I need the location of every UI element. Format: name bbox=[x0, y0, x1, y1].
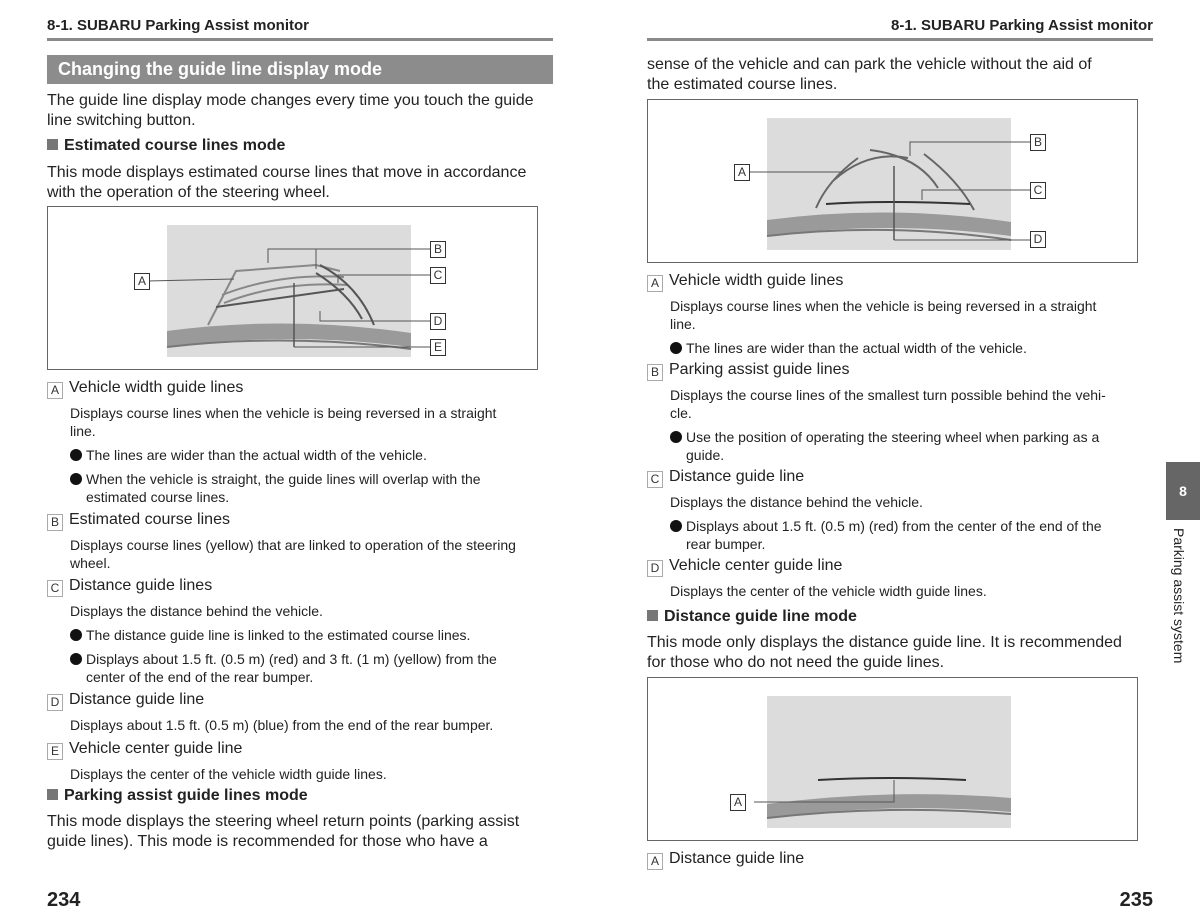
figure-label-a: A bbox=[134, 273, 150, 290]
left-page-number: 234 bbox=[47, 889, 81, 911]
square-bullet-icon bbox=[647, 610, 658, 621]
right-item-a-bullet-1: The lines are wider than the actual width of the vehicle. bbox=[670, 339, 1147, 357]
square-bullet-icon bbox=[47, 139, 58, 150]
item-a-bullet-2: When the vehicle is straight, the guide lines will overlap with the estimated course lines. bbox=[70, 470, 557, 506]
figure-label-e: E bbox=[430, 339, 446, 356]
left-header-rule bbox=[47, 38, 553, 41]
figure-label-b: B bbox=[1030, 134, 1046, 151]
intro-text: The guide line display mode changes every time you touch the guide line switching button. bbox=[47, 92, 534, 129]
figure-label-c: C bbox=[430, 267, 446, 284]
right-header-rule bbox=[647, 38, 1153, 41]
estimated-mode-description: This mode displays estimated course lines that move in accordance with the operation of the steering wheel. bbox=[47, 164, 527, 201]
chapter-tab: 8 bbox=[1166, 462, 1200, 520]
distance-guide-line-figure bbox=[647, 677, 1138, 841]
figure-label-d: D bbox=[430, 313, 446, 330]
section-title: Changing the guide line display mode bbox=[47, 55, 553, 84]
parking-assist-mode-description: This mode displays the steering wheel return points (parking assist guide lines). This mode is recommended for those who have a bbox=[47, 813, 520, 850]
left-page-header: 8-1. SUBARU Parking Assist monitor bbox=[47, 17, 309, 34]
item-b-description: Displays course lines (yellow) that are linked to operation of the steering wheel. bbox=[70, 537, 516, 571]
estimated-mode-heading: Estimated course lines mode bbox=[47, 136, 285, 156]
continued-text: sense of the vehicle and can park the vehicle without the aid of the estimated course lines. bbox=[647, 56, 1092, 93]
item-d-title: D Distance guide line bbox=[47, 690, 557, 711]
right-page-number: 235 bbox=[1119, 889, 1153, 911]
guide-line-diagram bbox=[48, 207, 539, 371]
distance-mode-description: This mode only displays the distance guide line. It is recommended for those who do not need the guide lines. bbox=[647, 634, 1122, 671]
figure-label-b: B bbox=[430, 241, 446, 258]
item-e-title: E Vehicle center guide line bbox=[47, 739, 557, 760]
item-a-title: A Vehicle width guide lines bbox=[47, 378, 557, 399]
right-item-b-bullet-1: Use the position of operating the steering wheel when parking as a guide. bbox=[670, 428, 1147, 464]
figure-label-d: D bbox=[1030, 231, 1046, 248]
right-item-a-title: A Vehicle width guide lines bbox=[647, 271, 1147, 292]
distance-guide-diagram bbox=[648, 678, 1139, 842]
figure-label-a: A bbox=[730, 794, 746, 811]
item-c-bullet-2: Displays about 1.5 ft. (0.5 m) (red) and 3 ft. (1 m) (yellow) from the center of the end of the rear bumper. bbox=[70, 650, 557, 686]
right-items-list bbox=[647, 271, 1147, 600]
item-c-description: Displays the distance behind the vehicle. bbox=[70, 603, 323, 619]
parking-guide-diagram bbox=[648, 100, 1139, 264]
right-fig3-item-title: A Distance guide line bbox=[647, 849, 804, 870]
square-bullet-icon bbox=[47, 789, 58, 800]
item-d-description: Displays about 1.5 ft. (0.5 m) (blue) from the end of the rear bumper. bbox=[70, 717, 494, 733]
figure-label-a: A bbox=[734, 164, 750, 181]
item-a-bullet-1: The lines are wider than the actual width of the vehicle. bbox=[70, 446, 557, 464]
item-e-description: Displays the center of the vehicle width guide lines. bbox=[70, 766, 387, 782]
figure-label-c: C bbox=[1030, 182, 1046, 199]
parking-assist-mode-heading: Parking assist guide lines mode bbox=[47, 786, 308, 806]
parking-assist-lines-figure bbox=[647, 99, 1138, 263]
item-a-description: Displays course lines when the vehicle is being reversed in a straight line. bbox=[70, 405, 497, 439]
item-c-title: C Distance guide lines bbox=[47, 576, 557, 597]
right-item-d-description: Displays the center of the vehicle width guide lines. bbox=[670, 583, 987, 599]
right-item-c-description: Displays the distance behind the vehicle. bbox=[670, 494, 923, 510]
right-item-b-description: Displays the course lines of the smallest turn possible behind the vehi- cle. bbox=[670, 387, 1106, 421]
right-item-c-bullet-1: Displays about 1.5 ft. (0.5 m) (red) from the center of the end of the rear bumper. bbox=[670, 517, 1147, 553]
right-item-b-title: B Parking assist guide lines bbox=[647, 360, 1147, 381]
estimated-course-lines-figure bbox=[47, 206, 538, 370]
right-page-header: 8-1. SUBARU Parking Assist monitor bbox=[891, 17, 1153, 34]
right-item-d-title: D Vehicle center guide line bbox=[647, 556, 1147, 577]
left-items-list bbox=[47, 378, 557, 783]
item-c-bullet-1: The distance guide line is linked to the estimated course lines. bbox=[70, 626, 557, 644]
right-item-c-title: C Distance guide line bbox=[647, 467, 1147, 488]
right-item-a-description: Displays course lines when the vehicle is being reversed in a straight line. bbox=[670, 298, 1097, 332]
distance-mode-heading: Distance guide line mode bbox=[647, 607, 857, 627]
chapter-tab-label: Parking assist system bbox=[1171, 528, 1187, 664]
item-b-title: B Estimated course lines bbox=[47, 510, 557, 531]
